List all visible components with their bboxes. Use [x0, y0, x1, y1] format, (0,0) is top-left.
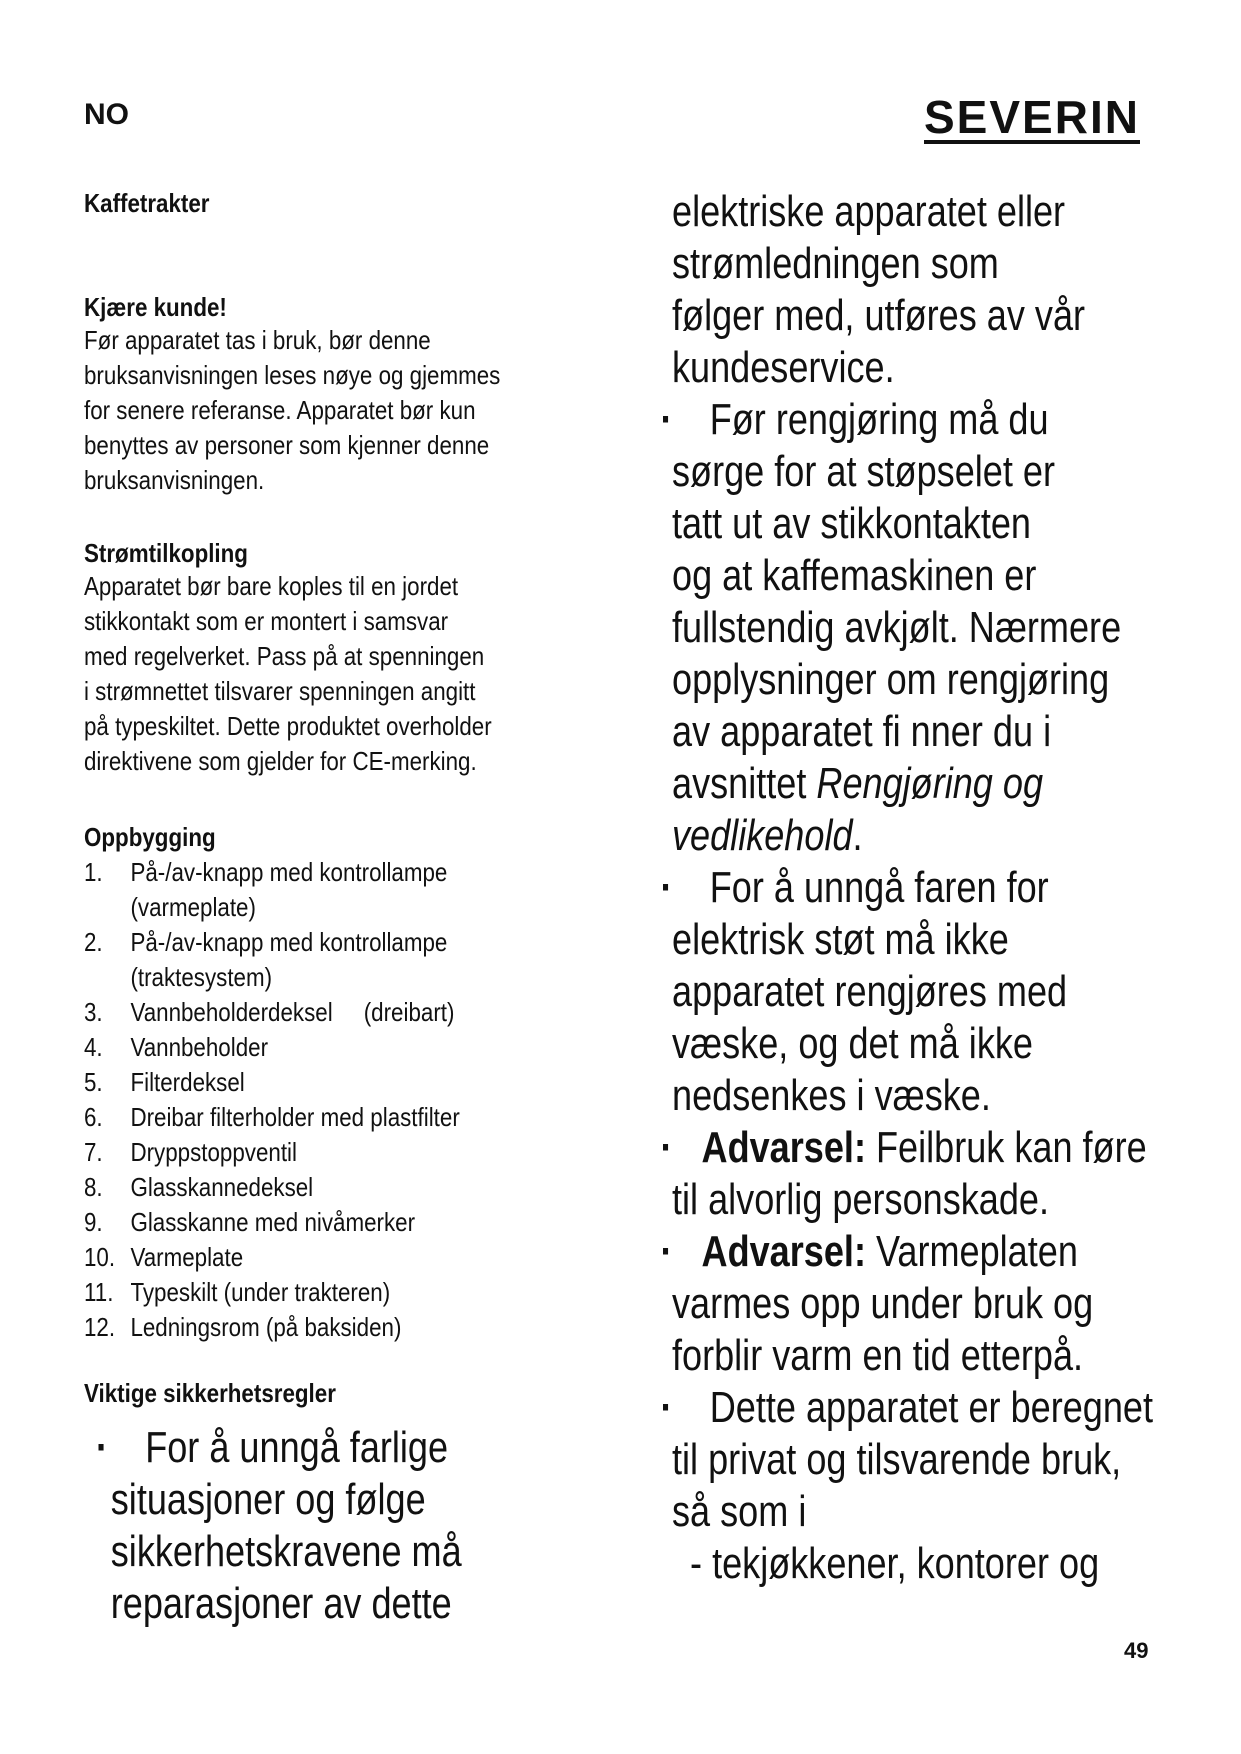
greeting-line: bruksanvisningen leses nøye og gjemmes [84, 360, 501, 390]
bullet-item: · For å unngå faren for [660, 863, 1049, 912]
greeting-line: Før apparatet tas i bruk, bør denne [84, 325, 431, 355]
list-item: (traktesystem) [130, 962, 273, 992]
language-code: NO [84, 98, 129, 131]
text-line: vedlikehold. [672, 811, 863, 860]
text-line: kundeservice. [672, 343, 895, 392]
warning-label: Advarsel: [701, 1227, 866, 1276]
power-section [84, 538, 604, 779]
safety-heading: Viktige sikkerhetsregler [84, 1378, 336, 1408]
text-line: - tekjøkkener, kontorer og [690, 1539, 1100, 1588]
bullet-item: · Før rengjøring må du [660, 395, 1049, 444]
power-line: Apparatet bør bare koples til en jordet [84, 571, 459, 601]
list-item: 7. Dryppstoppventil [84, 1137, 297, 1167]
power-line: med regelverket. Pass på at spenningen [84, 641, 485, 671]
power-line: på typeskiltet. Dette produktet overholder [84, 711, 492, 741]
list-item: 6. Dreibar filterholder med plastfilter [84, 1102, 460, 1132]
text-line: følger med, utføres av vår [672, 291, 1086, 340]
list-item: 3. Vannbeholderdeksel (dreibart) [84, 997, 455, 1027]
list-item: 2. På-/av-knapp med kontrollampe [84, 927, 448, 957]
list-item: 12. Ledningsrom (på baksiden) [84, 1312, 402, 1342]
list-item: 4. Vannbeholder [84, 1032, 269, 1062]
text-line: varmes opp under bruk og [672, 1279, 1094, 1328]
brand-logo: SEVERIN [924, 91, 1140, 143]
list-item: 9. Glasskanne med nivåmerker [84, 1207, 416, 1237]
text-line: og at kaffemaskinen er [672, 551, 1037, 600]
power-line: i strømnettet tilsvarer spenningen angitt [84, 676, 476, 706]
parts-list [84, 855, 604, 1345]
text-line: elektrisk støt må ikke [672, 915, 1009, 964]
greeting-section [84, 292, 604, 498]
greeting-line: bruksanvisningen. [84, 465, 265, 495]
safety-bullet: · For å unngå farlige situasjoner og følge sikkerhetskravene må reparasjoner av dette [96, 1423, 462, 1628]
text-line: strømledningen som [672, 239, 999, 288]
parts-heading: Oppbygging [84, 822, 216, 852]
text-line: nedsenkes i væske. [672, 1071, 991, 1120]
text-line: fullstendig avkjølt. Nærmere [672, 603, 1122, 652]
list-item: 8. Glasskannedeksel [84, 1172, 314, 1202]
text-line: tatt ut av stikkontakten [672, 499, 1031, 548]
right-column [660, 186, 1232, 1590]
power-line: stikkontakt som er montert i samsvar [84, 606, 449, 636]
text-line: væske, og det må ikke [672, 1019, 1033, 1068]
bullet-icon: · [660, 395, 673, 444]
warning-label: Advarsel: [701, 1123, 866, 1172]
text-line: av apparatet fi nner du i [672, 707, 1052, 756]
bullet-icon: · [660, 1227, 673, 1276]
bullet-icon: · [96, 1423, 109, 1472]
parts-section [84, 820, 604, 1345]
text-line: så som i [672, 1487, 807, 1536]
text-line: avsnittet Rengjøring og [672, 759, 1044, 808]
text-line: elektriske apparatet eller [672, 187, 1066, 236]
list-item: 1. På-/av-knapp med kontrollampe [84, 857, 448, 887]
bullet-item: · Advarsel: Varmeplaten [660, 1227, 1078, 1276]
text-line: sørge for at støpselet er [672, 447, 1055, 496]
list-item: 10. Varmeplate [84, 1242, 244, 1272]
greeting-line: benyttes av personer som kjenner denne [84, 430, 490, 460]
bullet-item: · Dette apparatet er beregnet [660, 1383, 1154, 1432]
list-item: (varmeplate) [130, 892, 256, 922]
document-title: Kaffetrakter [84, 188, 210, 218]
text-line: til alvorlig personskade. [672, 1175, 1050, 1224]
text-line: forblir varm en tid etterpå. [672, 1331, 1084, 1380]
text-line: apparatet rengjøres med [672, 967, 1068, 1016]
greeting-heading: Kjære kunde! [84, 292, 227, 322]
list-item: 5. Filterdeksel [84, 1067, 245, 1097]
page-number: 49 [1124, 1638, 1149, 1663]
text-line: opplysninger om rengjøring [672, 655, 1110, 704]
text-line: til privat og tilsvarende bruk, [672, 1435, 1122, 1484]
list-item: 11. Typeskilt (under trakteren) [84, 1277, 391, 1307]
bullet-icon: · [660, 1123, 673, 1172]
greeting-line: for senere referanse. Apparatet bør kun [84, 395, 476, 425]
bullet-item: · Advarsel: Feilbruk kan føre [660, 1123, 1147, 1172]
power-heading: Strømtilkopling [84, 538, 248, 568]
bullet-icon: · [660, 1383, 673, 1432]
power-line: direktivene som gjelder for CE-merking. [84, 746, 477, 776]
bullet-icon: · [660, 863, 673, 912]
